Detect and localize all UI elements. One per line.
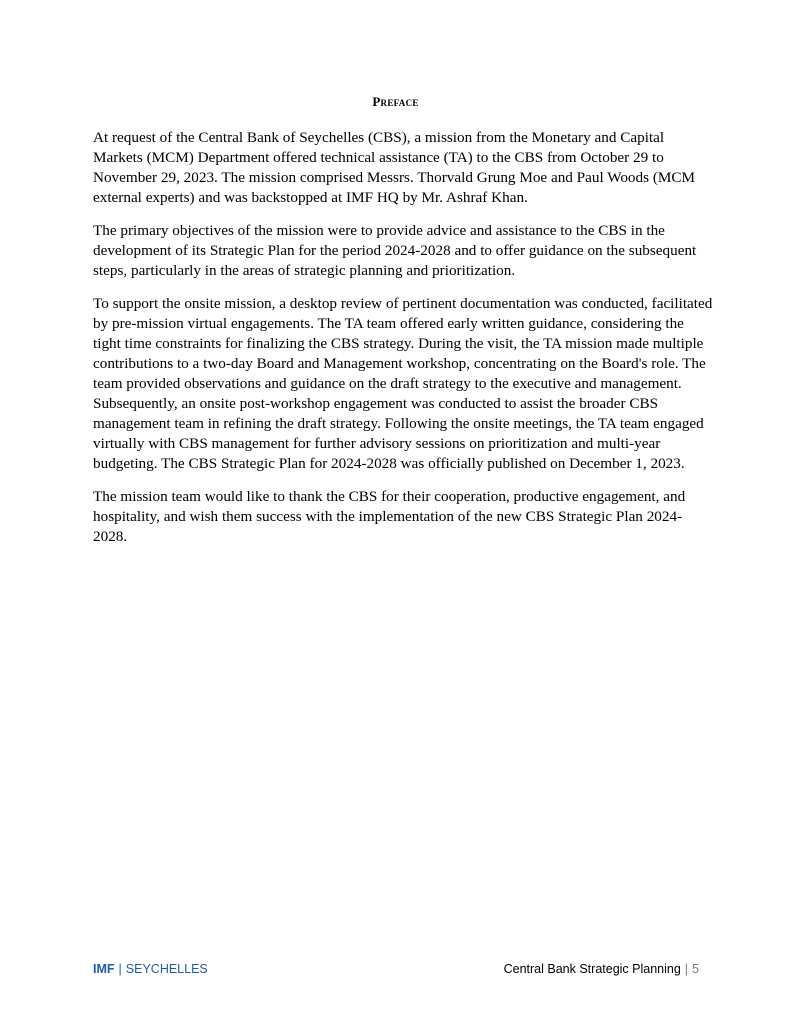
- paragraph: At request of the Central Bank of Seychelles (CBS), a mission from the Monetary and Capital Markets (MCM) Department offered technical assistance (TA) to the CBS from October 29 to November 29, 2023. The mission comprised Messrs. Thorvald Grung Moe and Paul Woods (MCM external experts) and was backstopped at IMF HQ by Mr. Ashraf Khan.: [93, 129, 696, 206]
- footer-country: SEYCHELLES: [125, 962, 208, 976]
- footer-left: [93, 962, 208, 976]
- paragraph: The mission team would like to thank the CBS for their cooperation, productive engagement, and hospitality, and wish them success with the implementation of the new CBS Strategic Plan 2024-2028.: [93, 488, 686, 545]
- footer-separator: |: [118, 962, 122, 976]
- paragraph: The primary objectives of the mission were to provide advice and assistance to the CBS in the development of its Strategic Plan for the period 2024-2028 and to offer guidance on the subsequent steps, particularly in the areas of strategic planning and prioritization.: [93, 222, 697, 279]
- page-title: Preface: [372, 94, 419, 109]
- footer-right: [504, 962, 699, 976]
- page-number: 5: [692, 962, 699, 976]
- footer-report-title: Central Bank Strategic Planning: [503, 962, 681, 976]
- footer-page-separator: |: [684, 962, 689, 976]
- footer-org: IMF: [93, 962, 115, 976]
- body-text: [93, 128, 713, 560]
- paragraph: To support the onsite mission, a desktop review of pertinent documentation was conducted, facilitated by pre-mission virtual engagements. The TA team offered early written guidance, considering the tight time constraints for finalizing the CBS strategy. During the visit, the TA mission made multiple contributions to a two-day Board and Management workshop, concentrating on the Board's role. The team provided observations and guidance on the draft strategy to the executive and management. Subsequently, an onsite post-workshop engagement was conducted to assist the broader CBS management team in refining the draft strategy. Following the onsite meetings, the TA team engaged virtually with CBS management for further advisory sessions on prioritization and multi-year budgeting. The CBS Strategic Plan for 2024-2028 was officially published on December 1, 2023.: [93, 295, 713, 472]
